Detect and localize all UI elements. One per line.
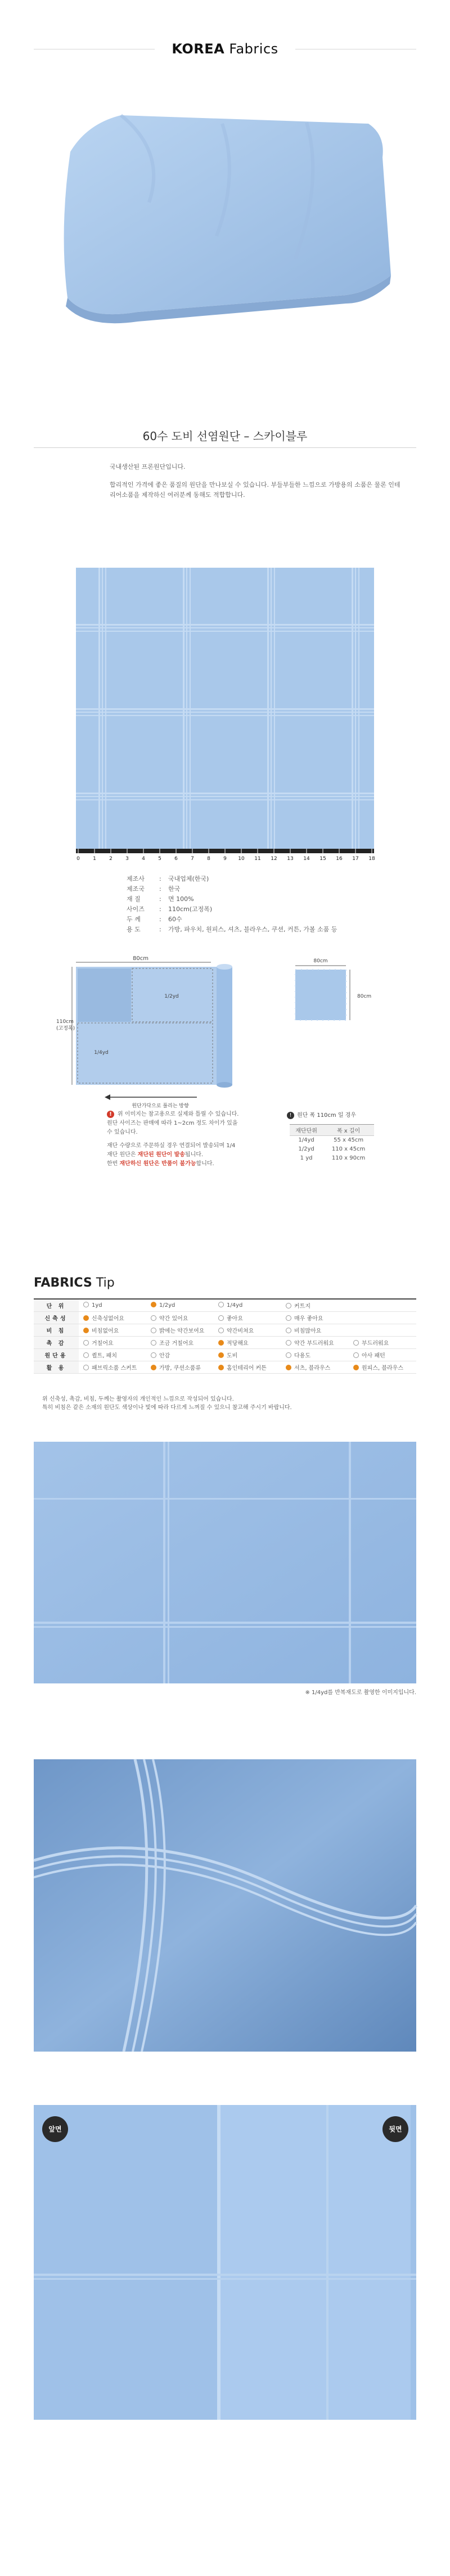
radio-icon bbox=[218, 1315, 224, 1321]
tip-option: 1/2yd bbox=[146, 1299, 214, 1311]
tip-option: 원피스, 블라우스 bbox=[349, 1361, 416, 1373]
radio-icon bbox=[286, 1340, 291, 1346]
selected-radio-icon bbox=[353, 1365, 359, 1370]
tip-option: 적당해요 bbox=[214, 1336, 281, 1348]
tip-note: 위 신축성, 촉감, 비침, 두께는 촬영자의 개인적인 느낌으로 작성되어 있습니다. 특히 비침은 같은 소재의 원단도 색상이나 빛에 따라 다르게 느껴질 수 있으니 참고해 주시기 바랍니다. bbox=[42, 1396, 292, 1411]
tip-option: 비침없어요 bbox=[79, 1324, 146, 1336]
tip-option: 가방, 쿠션소품류 bbox=[146, 1361, 214, 1373]
small-swatch-height: 80cm bbox=[357, 994, 372, 999]
tip-row-header: 비 침 bbox=[34, 1324, 79, 1336]
spec-row-maker: 제조사 : 국내업체(한국) bbox=[127, 875, 209, 882]
table-row: 1 yd 110 x 90cm bbox=[300, 1155, 366, 1161]
tip-title: FABRICS Tip bbox=[34, 1276, 115, 1290]
radio-icon bbox=[83, 1302, 89, 1307]
hero-fabric-image bbox=[53, 90, 397, 354]
tip-option bbox=[349, 1324, 416, 1336]
fabric-swatch bbox=[76, 568, 374, 849]
tip-row-header: 신축성 bbox=[34, 1311, 79, 1324]
tip-option: 약간 있어요 bbox=[146, 1311, 214, 1324]
tip-option: 도비 bbox=[214, 1348, 281, 1361]
radio-icon bbox=[151, 1328, 156, 1333]
radio-icon bbox=[286, 1352, 291, 1358]
selected-radio-icon bbox=[218, 1340, 224, 1346]
radio-icon bbox=[353, 1340, 359, 1346]
back-badge: 뒷면 bbox=[382, 2116, 408, 2142]
selected-radio-icon bbox=[218, 1352, 224, 1358]
spec-row-usage: 용 도 : 가방, 파우치, 원피스, 셔츠, 블라우스, 쿠션, 커튼, 가볼 소품 등 bbox=[127, 926, 338, 933]
cut-header: 폭 x 길이 bbox=[323, 1125, 374, 1136]
radio-icon bbox=[151, 1352, 156, 1358]
ruler-label: 17 bbox=[352, 856, 359, 862]
tip-option: 부드러워요 bbox=[349, 1336, 416, 1348]
tip-option: 아사 패턴 bbox=[349, 1348, 416, 1361]
tip-row-header: 촉 감 bbox=[34, 1336, 79, 1348]
selected-radio-icon bbox=[151, 1365, 156, 1370]
tip-table bbox=[34, 1298, 416, 1374]
ruler-tick bbox=[127, 849, 128, 853]
tip-option: 밝에는 약간보여요 bbox=[146, 1324, 214, 1336]
tip-option: 좋아요 bbox=[214, 1311, 281, 1324]
product-intro bbox=[110, 462, 402, 508]
note-1b: 원단 사이즈는 판매에 따라 1~2cm 정도 차이가 있을 수 있습니다. bbox=[107, 1120, 238, 1135]
tip-option: 홈인테리어 커튼 bbox=[214, 1361, 281, 1373]
ruler-tick bbox=[143, 849, 144, 853]
radio-icon bbox=[286, 1328, 291, 1333]
ruler-tick bbox=[94, 849, 95, 853]
radio-icon bbox=[151, 1340, 156, 1346]
tip-option: 다용도 bbox=[281, 1348, 349, 1361]
tip-option: 1yd bbox=[79, 1299, 146, 1311]
tip-row-header: 단 위 bbox=[34, 1299, 79, 1311]
radio-icon bbox=[218, 1302, 224, 1307]
radio-icon bbox=[218, 1328, 224, 1333]
tip-row-header: 원단용 bbox=[34, 1348, 79, 1361]
spec-row-size: 사이즈 : 110cm(고정폭) bbox=[127, 906, 213, 913]
tip-option bbox=[349, 1299, 416, 1311]
ruler-label: 5 bbox=[158, 856, 161, 862]
diagram-height-label-2: (고정폭) bbox=[56, 1026, 75, 1031]
tip-option: 조금 거칠어요 bbox=[146, 1336, 214, 1348]
ruler-label: 4 bbox=[142, 856, 145, 862]
tip-option bbox=[349, 1311, 416, 1324]
note-1: ! 위 이미지는 참고용으로 실제와 틀릴 수 있습니다. bbox=[107, 1110, 242, 1119]
tip-row bbox=[34, 1299, 416, 1311]
table-row: 1/4yd 55 x 45cm bbox=[298, 1137, 364, 1144]
selected-radio-icon bbox=[83, 1315, 89, 1321]
cut-header: 재단단위 bbox=[290, 1125, 323, 1136]
ruler-tick bbox=[192, 849, 193, 853]
title-divider bbox=[34, 447, 416, 448]
ruler-label: 9 bbox=[223, 856, 227, 862]
diagram-width-label: 80cm bbox=[133, 956, 148, 962]
cut-diagram bbox=[56, 950, 394, 1113]
tip-option: 약간 부드러워요 bbox=[281, 1336, 349, 1348]
tip-row bbox=[34, 1311, 416, 1324]
tip-option: 패브릭소품 스커트 bbox=[79, 1361, 146, 1373]
tip-option: 매우 좋아요 bbox=[281, 1311, 349, 1324]
ruler-label: 18 bbox=[368, 856, 375, 862]
selected-radio-icon bbox=[218, 1365, 224, 1370]
spec-row-thickness: 두 께 : 60수 bbox=[127, 916, 182, 923]
cut-table-title: ! 원단 폭 110cm 일 경우 bbox=[287, 1110, 411, 1119]
ruler-label: 2 bbox=[109, 856, 112, 862]
fabric-photo-front-back bbox=[34, 2105, 416, 2420]
selected-radio-icon bbox=[286, 1365, 291, 1370]
note-3: 한번 재단하신 원단은 반품이 불가능합니다. bbox=[107, 1161, 214, 1167]
tip-option: 1/4yd bbox=[214, 1299, 281, 1311]
tip-option: 비침많아요 bbox=[281, 1324, 349, 1336]
ruler-label: 1 bbox=[93, 856, 96, 862]
ruler-label: 14 bbox=[303, 856, 310, 862]
spec-row-material: 재 질 : 면 100% bbox=[127, 895, 194, 903]
front-badge: 앞면 bbox=[42, 2116, 68, 2142]
tip-option: 퀼트, 패치 bbox=[79, 1348, 146, 1361]
diagram-quarter-yard: 1/4yd bbox=[94, 1050, 109, 1056]
intro-line: 국내생산된 프론원단입니다. bbox=[110, 463, 186, 470]
note-2: 재단 수량으로 주문하실 경우 연결되어 발송되며 1/4 재단 원단은 재단된 원단이 발송됩니다. bbox=[107, 1143, 236, 1158]
ruler-tick bbox=[339, 849, 340, 853]
radio-icon bbox=[83, 1365, 89, 1370]
tip-option: 안감 bbox=[146, 1348, 214, 1361]
warning-icon: ! bbox=[107, 1111, 114, 1118]
tip-option: 셔츠, 블라우스 bbox=[281, 1361, 349, 1373]
table-row: 1/2yd 110 x 45cm bbox=[298, 1146, 366, 1152]
ruler-tick bbox=[290, 849, 291, 853]
brand-header bbox=[0, 0, 450, 96]
ruler-label: 12 bbox=[271, 856, 277, 862]
info-icon: ! bbox=[287, 1112, 294, 1119]
selected-radio-icon bbox=[83, 1328, 89, 1333]
tip-option: 커트지 bbox=[281, 1299, 349, 1311]
tip-row bbox=[34, 1336, 416, 1348]
tip-row-header: 활 용 bbox=[34, 1361, 79, 1373]
ruler-label: 3 bbox=[125, 856, 129, 862]
tip-option: 약간비쳐요 bbox=[214, 1324, 281, 1336]
radio-icon bbox=[83, 1340, 89, 1346]
intro-line: 합리적인 가격에 좋은 품질의 원단을 만나보실 수 있습니다. 부들부들한 느낌으로 가방용의 소품은 물론 인테리어소품을 제작하신 여러분께 동해도 적합합니다. bbox=[110, 481, 400, 499]
diagram-half-yard: 1/2yd bbox=[164, 994, 179, 999]
ruler-label: 16 bbox=[336, 856, 343, 862]
fabric-photo-flat bbox=[34, 1442, 416, 1683]
ruler-tick bbox=[78, 849, 79, 853]
fabric-photo-closeup bbox=[34, 1759, 416, 2052]
small-swatch-width: 80cm bbox=[313, 958, 328, 964]
spec-list bbox=[127, 874, 397, 935]
ruler-tick bbox=[176, 849, 177, 853]
ruler-label: 15 bbox=[320, 856, 326, 862]
diagram-direction: 원단가닥으로 풀리는 방향 bbox=[132, 1103, 189, 1109]
photo-caption: ※ 1/4yd를 반복재도로 촬영한 이미지입니다. bbox=[305, 1690, 416, 1696]
spec-row-origin: 제조국 : 한국 bbox=[127, 885, 181, 893]
radio-icon bbox=[83, 1352, 89, 1358]
cut-size-table bbox=[290, 1124, 374, 1163]
tip-row bbox=[34, 1348, 416, 1361]
notice-block bbox=[107, 1110, 242, 1169]
ruler-label: 10 bbox=[238, 856, 245, 862]
tip-row bbox=[34, 1324, 416, 1336]
ruler-label: 0 bbox=[76, 856, 80, 862]
radio-icon bbox=[353, 1352, 359, 1358]
radio-icon bbox=[151, 1315, 156, 1321]
radio-icon bbox=[286, 1303, 291, 1309]
ruler-tick bbox=[241, 849, 242, 853]
brand-logo: KOREA Fabrics bbox=[155, 40, 295, 57]
ruler-label: 8 bbox=[207, 856, 210, 862]
ruler-tick bbox=[225, 849, 226, 853]
product-title: 60수 도비 선염원단 – 스카이블루 bbox=[142, 429, 308, 443]
ruler-label: 13 bbox=[287, 856, 294, 862]
ruler-label: 6 bbox=[174, 856, 178, 862]
measure-ruler bbox=[76, 849, 374, 862]
tip-option: 거칠어요 bbox=[79, 1336, 146, 1348]
ruler-label: 11 bbox=[254, 856, 261, 862]
selected-radio-icon bbox=[151, 1302, 156, 1307]
radio-icon bbox=[286, 1315, 291, 1321]
diagram-height-label: 110cm bbox=[56, 1019, 74, 1025]
ruler-label: 7 bbox=[191, 856, 194, 862]
tip-option: 신축성없어요 bbox=[79, 1311, 146, 1324]
tip-row bbox=[34, 1361, 416, 1373]
